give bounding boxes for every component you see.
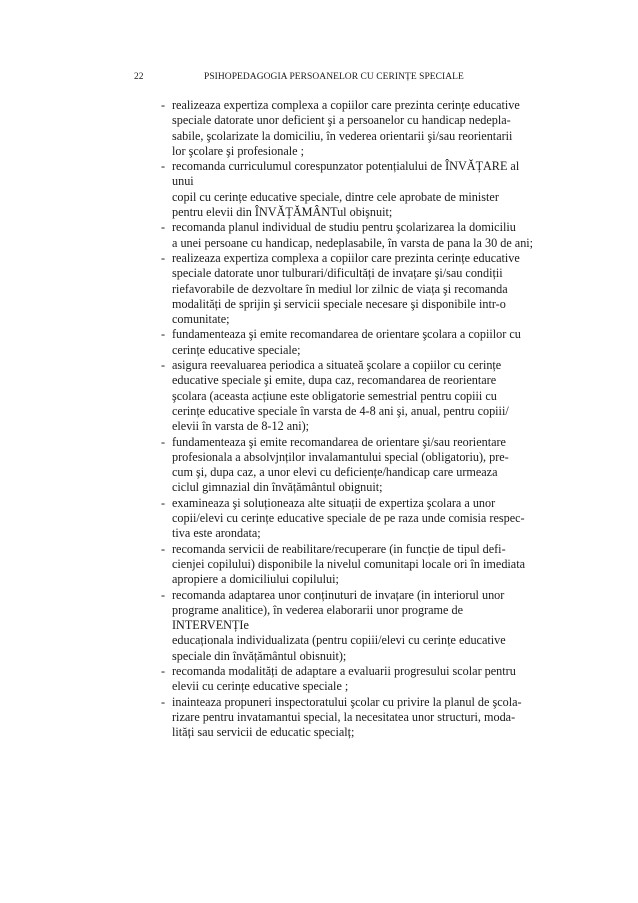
text-line: rizare pentru invatamantui special, la necesitatea unor structuri, moda-	[172, 709, 516, 724]
list-item	[0, 588, 530, 664]
text-line: realizeaza expertiza complexa a copiilor care prezinta cerințe educative	[172, 98, 520, 112]
text-line: realizeaza expertiza complexa a copiilor care prezinta cerințe educative	[172, 250, 520, 265]
text-line: comunitate;	[172, 312, 230, 327]
list-bullet: -	[161, 587, 166, 602]
text-line: apropiere a domiciliului copilului;	[172, 572, 339, 587]
text-line: recomanda curriculumul corespunzator potențialului de ÎNVĂȚARE al	[172, 159, 520, 174]
text-line: speciale datorate unor deficient şi a persoanelor cu handicap nedepla-	[172, 113, 511, 128]
text-line: programe analitice), în vederea elaborarii unor programe de	[172, 602, 464, 617]
list-item	[0, 98, 530, 159]
list-item	[0, 327, 530, 358]
list-bullet: -	[161, 358, 166, 373]
list-bullet: -	[161, 159, 166, 174]
list-bullet: -	[161, 98, 166, 112]
list-item	[0, 664, 530, 695]
list-bullet: -	[161, 220, 166, 235]
list-bullet: -	[161, 663, 166, 678]
text-line: lor şcolare şi profesionale ;	[172, 143, 304, 158]
text-line: copil cu cerințe educative speciale, dintre cele aprobate de minister	[172, 189, 499, 204]
list-item	[0, 695, 530, 741]
text-line: tiva este arondata;	[172, 526, 261, 541]
text-line: elevii cu cerințe educative speciale ;	[172, 679, 349, 694]
text-line: fundamenteaza şi emite recomandarea de orientare şcolara a copiilor cu	[172, 327, 521, 342]
page-header	[0, 72, 638, 86]
text-line: INTERVENȚIe	[172, 618, 249, 633]
text-line: recomanda servicii de reabilitare/recuperare (in funcție de tipul defi-	[172, 541, 506, 556]
text-line: inainteaza propuneri inspectoratului şcolar cu privire la planul de şcola-	[172, 694, 522, 709]
list-item	[0, 251, 530, 327]
list-bullet: -	[161, 694, 166, 709]
list-bullet: -	[161, 250, 166, 265]
text-line: educaționala individualizata (pentru copiii/elevi cu cerințe educative	[172, 633, 506, 648]
text-line: cum şi, dupa caz, a unor elevi cu deficiențe/handicap care urmeaza	[172, 465, 498, 480]
list-item	[0, 159, 530, 220]
text-line: pentru elevii din ÎNVĂȚĂMÂNTul obişnuit;	[172, 205, 393, 220]
text-line: speciale datorate unor tulburari/dificultăți de invațare şi/sau condiții	[172, 266, 503, 281]
text-line: ciclul gimnazial din învățământul obignuit;	[172, 480, 383, 495]
text-line: educative speciale şi emite, dupa caz, recomandarea de reorientare	[172, 373, 497, 388]
text-line: unui	[172, 174, 194, 189]
text-line: şcolara (aceasta acțiune este obligatorie semestrial pentru copiii cu	[172, 388, 497, 403]
text-line: cerințe educative speciale în varsta de 4-8 ani şi, anual, pentru copiii/	[172, 403, 509, 418]
text-line: copii/elevi cu cerințe educative speciale de pe raza unde comisia respec-	[172, 511, 525, 526]
list-item	[0, 542, 530, 588]
text-line: speciale din învățământul obisnuit);	[172, 648, 347, 663]
list-bullet: -	[161, 541, 166, 556]
text-line: examineaza şi soluționeaza alte situații de expertiza şcolara a unor	[172, 495, 496, 510]
text-line: sabile, şcolarizate la domiciliu, în vederea orientarii şi/sau reorientarii	[172, 128, 513, 143]
text-line: recomanda modalități de adaptare a evaluarii progresului scolar pentru	[172, 663, 516, 678]
running-title: PSIHOPEDAGOGIA PERSOANELOR CU CERINȚE SPECIALE	[204, 72, 464, 82]
list-item	[0, 220, 534, 251]
text-line: cerințe educative speciale;	[172, 342, 301, 357]
text-line: recomanda adaptarea unor conținuturi de invațare (in interiorul unor	[172, 587, 505, 602]
text-line: profesionala a absolvjnților invalamantului special (obligatoriu), pre-	[172, 449, 509, 464]
text-line: cienjei copilului) disponibile la nivelul comunitapi locale ori în imediata	[172, 556, 526, 571]
list-item	[0, 496, 530, 542]
text-line: fundamenteaza şi emite recomandarea de orientare şi/sau reorientare	[172, 434, 506, 449]
text-line: elevii în varsta de 8-12 ani);	[172, 419, 310, 434]
page-number: 22	[134, 72, 144, 82]
text-line: riefavorabile de dezvoltare în mediul lor zilnic de viața şi recomanda	[172, 281, 508, 296]
text-line: asigura reevaluarea periodica a situateă şcolare a copiilor cu cerințe	[172, 358, 502, 373]
text-line: modalități de sprijin şi servicii speciale necesare şi disponibile intr-o	[172, 296, 506, 311]
list-item	[0, 358, 530, 434]
text-line: a unei persoane cu handicap, nedeplasabile, în varsta de pana la 30 de ani;	[172, 235, 534, 250]
list-bullet: -	[161, 495, 166, 510]
text-line: recomanda planul individual de studiu pentru şcolarizarea la domiciliu	[172, 220, 516, 235]
list-bullet: -	[161, 434, 166, 449]
list-bullet: -	[161, 327, 166, 342]
bullet-list	[0, 98, 638, 740]
text-line: lități sau servicii de educatic specialț;	[172, 725, 355, 740]
list-item	[0, 435, 530, 496]
